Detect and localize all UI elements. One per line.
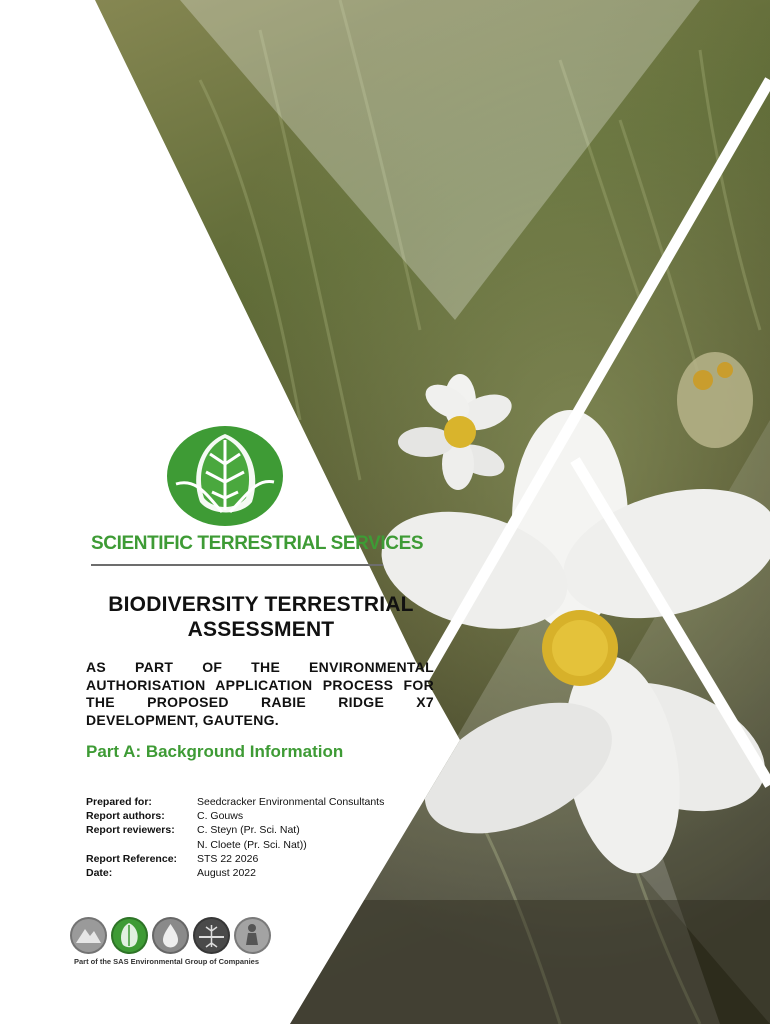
detail-row (86, 795, 384, 809)
detail-label: Report authors: (86, 810, 165, 823)
detail-value: C. Gouws (197, 810, 244, 823)
mountain-logo-icon (70, 917, 107, 954)
tree-logo-icon (193, 917, 230, 954)
detail-value: STS 22 2026 (197, 852, 259, 865)
detail-value: N. Cloete (Pr. Sci. Nat)) (197, 838, 307, 851)
report-title-line1: BIODIVERSITY TERRESTRIAL (108, 593, 414, 616)
detail-row (86, 809, 384, 823)
report-details (86, 795, 384, 880)
detail-value: C. Steyn (Pr. Sci. Nat) (197, 824, 300, 837)
detail-label: Report Reference: (86, 852, 178, 865)
figure-logo-icon (234, 917, 271, 954)
leaf-logo-icon (111, 917, 148, 954)
report-part: Part A: Background Information (86, 742, 344, 761)
detail-label: Report reviewers: (86, 824, 175, 837)
group-caption: Part of the SAS Environmental Group of Companies (74, 957, 260, 966)
group-logos (70, 917, 271, 954)
detail-row (86, 852, 384, 866)
detail-value: Seedcracker Environmental Consultants (197, 796, 385, 808)
detail-row (86, 823, 384, 837)
detail-row (86, 866, 384, 880)
detail-label (86, 838, 197, 852)
detail-label: Prepared for: (86, 796, 152, 808)
leaf-logo-icon (166, 424, 284, 528)
water-drop-logo-icon (152, 917, 189, 954)
report-title-line2: ASSESSMENT (187, 618, 335, 641)
company-divider (91, 564, 383, 566)
report-subtitle: AS PART OF THE ENVIRONMENTAL AUTHORISATION APPLICATION PROCESS FOR THE PROPOSED RABIE RIDGE X7 DEVELOPMENT, GAUTENG. (86, 659, 434, 728)
company-name: SCIENTIFIC TERRESTRIAL SERVICES (91, 533, 424, 554)
detail-row (86, 838, 384, 852)
detail-value: August 2022 (197, 867, 256, 880)
detail-label: Date: (86, 867, 113, 880)
